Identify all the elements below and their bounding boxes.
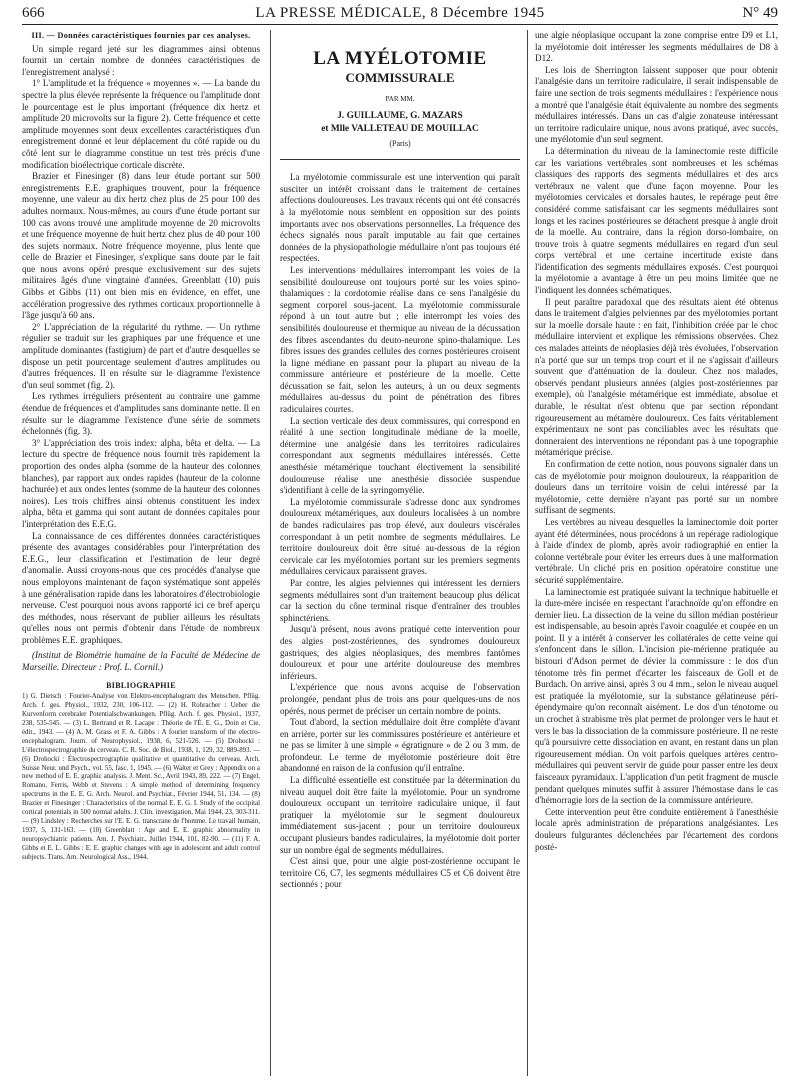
page-number: 666: [22, 5, 45, 21]
paragraph: Tout d'abord, la section médullaire doit être complète d'avant en arrière, porter sur les commissures postérieure et antérieure et ne pas se limiter à une simple « égratignure » de 2 ou 3 mm. de profondeur. Le terme de myélotomie postérieure doit être abandonné en raison de la confusion qu'il entraîne.: [280, 717, 520, 774]
paragraph: 2° L'appréciation de la régularité du rythme. — Un rythme régulier se traduit sur les graphiques par une fréquence et une amplitude dominantes (fastigium) de part et d'autre desquelles se dispose un petit pourcentage seulement d'autres amplitudes ou d'autres fréquences. Il en résulte sur le diagramme l'existence d'un seul sommet (fig. 2).: [22, 321, 260, 390]
paragraph: La myélotomie commissurale s'adresse donc aux syndromes douloureux métamériques, aux douleurs localisées à un nombre de bandes radiculaires pas trop élevé, aux douleurs viscérales correspondant à un petit nombre de segments médullaires. Le territoire douloureux doit être situé au-dessous de la région cervicale car les myélotomies portant sur les premiers segments médullaires cervicaux paraissent graves.: [280, 496, 520, 577]
paragraph: Brazier et Finesinger (8) dans leur étude portant sur 500 enregistrements E.E. graphiques trouvent, pour la fréquence moyenne, une valeur au dix hertz chez plus de 25 pour 100 des adultes normaux. Nous-mêmes, au cours d'une étude portant sur 100 cas avons trouvé une amplitude moyenne de 20 microvolts et une fréquence moyenne de huit hertz chez plus de 40 pour 100 des sujets normaux. Notre fréquence moyenne, plus lente que celle de Brazier et Finesinger, s'explique sans doute par le fait que nous avons opéré presque exclusivement sur des sujets militaires âgés d'une vingtaine d'années. Greenblatt (10) puis Gibbs et Gibbs (11) ont bien mis en évidence, en effet, une accélération progressive des rythmes corticaux proportionnelle à l'âge jusqu'à 60 ans.: [22, 171, 260, 321]
paragraph: Les vertèbres au niveau desquelles la laminectomie doit porter ayant été déterminées, nous procédons à un repérage radiologique à l'aide d'index de plomb, après avoir radiographié en entier la colonne vertébrale pour éviter les erreurs dues à une malformation vertébrale. Un cliché pris en position opératoire constitue une sécurité supplémentaire.: [535, 516, 778, 585]
paragraph: L'expérience que nous avons acquise de l'observation prolongée, pendant plus de trois ans pour quelques-uns de nos opérés, nous permet de préciser un certain nombre de points.: [280, 682, 520, 716]
paragraph: Un simple regard jeté sur les diagrammes ainsi obtenus fournit un certain nombre de données caractéristiques de l'enregistrement analysé :: [22, 43, 260, 77]
paragraph: 3° L'appréciation des trois index: alpha, bêta et delta. — La lecture du spectre de fréquence nous fournit très rapidement la proportion des ondes alpha (somme de la hauteur des colonnes blanches), par rapport aux ondes rapides (hauteur de la colonne hachurée) et aux ondes lentes (somme de la hauteur des colonnes noires). Les trois chiffres ainsi obtenus constituent les index alpha, bêta et gamma qui sont autant de données capitales pour l'interprétation des E.E.G.: [22, 437, 260, 529]
paragraph: Il peut paraître paradoxal que des résultats aient été obtenus dans le traitement d'algies pelviennes par des myélotomies portant sur la moelle dorsale haute : en fait, l'inhibition créée par le choc médullaire intervient et explique les rémissions observées. Chez ces malades atteints de néoplasies déjà très évoluées, l'observation n'a porté que sur un temps trop court et il ne s'agissait d'ailleurs souvent que d'atténuation de la douleur. Chez nos malades, observés pendant plusieurs années (algies post-zostériennes par exemple), où l'analgésie métamérique est immédiate, absolue et durable, le résultat n'est obtenu que par section répondant rigoureusement au métamère douloureux. Ces faits véritablement expérimentaux ne sont pas conciliables avec les résultats que donneraient des interventions ne répondant pas à une topographie métamérique précise.: [535, 296, 778, 458]
paragraph: La détermination du niveau de la laminectomie reste difficile car les variations vertébrales sont nombreuses et les schémas classiques des rapports des segments médullaires et des arcs vertébraux ne valent que d'une façon moyenne. Pour les myélotomies cervicales et dorsales hautes, le repérage peut être considéré comme satisfaisant car les segments médullaires sont longs et les racines postérieures se détachent presque à angle droit de la moelle. Au contraire, dans la région dorso-lombaire, on trouve trois à quatre segments médullaires en regard d'un seul corps vertébral et une certaine incertitude existe dans l'identification des segments médullaires exposés. C'est pourquoi la myélotomie a avantage à être un peu moins limitée que ne l'indiquent les données schématiques.: [535, 145, 778, 296]
paragraph: une algie néoplasique occupant la zone comprise entre D9 et L1, la myélotomie doit intéresser les segments médullaires de D8 à D12.: [535, 30, 778, 64]
paragraph: La connaissance de ces différentes données caractéristiques présente des avantages considérables pour l'interprétation des E.E.G., leur classification et l'estimation de leur degré d'anomalie. Aussi croyons-nous que ces procédés d'analyse que nous employons maintenant de façon systématique sont appelés à une généralisation rapide dans les laboratoires d'électrobiologie nerveuse. C'est pourquoi nous avons rapporté ici ce bref aperçu des méthodes, nous réservant de publier ailleurs les résultats qu'elles nous ont permis d'obtenir dans l'étude de nombreux problèmes E.E. graphiques.: [22, 530, 260, 645]
paragraph: La section verticale des deux commissures, qui correspond en réalité à une section longitudinale médiane de la moelle, détermine une analgésie dans les territoires radiculaires correspondant aux segments médullaires intéressés. Cette anesthésie métamérique touchant électivement la sensibilité douloureuse réalise une anesthésie dissociée suspendue s'identifiant à celle de la syringomyélie.: [280, 415, 520, 496]
paragraph: C'est ainsi que, pour une algie post-zostérienne occupant le territoire C6, C7, les segments médullaires C5 et C6 doivent être sectionnés ; pour: [280, 856, 520, 890]
journal-title: LA PRESSE MÉDICALE, 8 Décembre 1945: [255, 5, 545, 21]
column-2: [280, 30, 520, 891]
paragraph: 1° L'amplitude et la fréquence « moyennes ». — La bande du spectre la plus élevée représente la fréquence ou l'amplitude dont le pourcentage est le plus important (fréquence dix hertz et amplitude 20 microvolts sur la figure 2). Cette fréquence et cette amplitude moyennes sont deux excellentes caractéristiques d'un enregistrement donné et leur déplacement du côté rapide ou du côté lent sur le diagramme constitue un test très précis d'une modification bioélectrique corticale discrète.: [22, 78, 260, 170]
column-rule-right: [527, 30, 528, 1076]
paragraph: Jusqu'à présent, nous avons pratiqué cette intervention pour des algies post-zostériennes, des syndromes douloureux gastriques, des algies néoplasiques, des membres fantômes douloureux et pour une artérite douloureuse des membres inférieurs.: [280, 624, 520, 681]
paragraph: Par contre, les algies pelviennes qui intéressent les derniers segments médullaires sont d'un traitement beaucoup plus délicat car la section du cône terminal risque d'entraîner des troubles sphinctériens.: [280, 577, 520, 623]
article-subtitle: COMMISSURALE: [345, 70, 455, 85]
paragraph: Les rythmes irréguliers présentent au contraire une gamme étendue de fréquences et d'amplitudes sans dominante nette. Il en résulte sur le diagramme l'existence d'une série de sommets échelonnés (fig. 3).: [22, 391, 260, 437]
paragraph: La laminectomie est pratiquée suivant la technique habituelle et la dure-mère incisée en respectant l'arachnoïde qu'on effondre en dernier lieu. La dissection de la veine du sillon médian postérieur est indispensable, au besoin après l'avoir coagulée et coupée en un point. Il y a intérêt à conserver les collatérales de cette veine qui s'enfoncent dans le sillon. L'incision pie-mérienne pratiquée au bistouri d'Adson permet de dévier la commissure : le dos d'un ténotome très fin permet d'écarter les faisceaux de Goll et de Burdach. On arrive ainsi, après 3 ou 4 mm., selon le niveau auquel est pratiquée la myélotomie, sur la substance gélatineuse péri-épendymaire qu'on reconnaît aisément. Le dos d'un ténotome ou un crochet à strabisme très plat permet de prolonger vers le haut et vers le bas la dissociation de la commissure postérieure. Il ne reste qu'à poursuivre cette dissociation en avant, en restant dans un plan rigoureusement médian. On voit parfois quelques artères centro-médullaires qui peuvent servir de guide pour passer entre les deux faisceaux pyramidaux. L'application d'un petit fragment de muscle pendant quelques minutes suffit à assurer l'hémostase dans le cas d'hémorragie lors de la section de la commissure antérieure.: [535, 586, 778, 806]
by-line: PAR MM.: [385, 95, 415, 103]
authors-line-2: et Mlle VALLETEAU DE MOUILLAC: [321, 123, 479, 134]
paragraph: En confirmation de cette notion, nous pouvons signaler dans un cas de myélotomie pour moignon douloureux, la réapparition de douleurs dans un territoire voisin de celui intéressé par la myélotomie, cette dernière n'ayant pas porté sur un nombre suffisant de segments.: [535, 458, 778, 516]
paragraph: Les lois de Sherrington laissent supposer que pour obtenir l'analgésie dans un territoire radiculaire, il serait indispensable de faire une section de trois segments médullaires : l'expérience nous a montré que l'analgésie était équivalente au nombre des segments médullaires intéressés. Dans un cas d'algie zonateuse intéressant un territoire radiculaire unique, nous avons pratiqué, avec succès, une myélotomie d'un seul segment.: [535, 64, 778, 145]
page-header: [22, 4, 778, 25]
paragraph: Cette intervention peut être conduite entièrement à l'anesthésie locale après administration de préparations analgésiantes. Les douleurs fulgurantes déclenchées par l'écartement des cordons posté-: [535, 806, 778, 852]
bibliography-heading: BIBLIOGRAPHIE: [106, 680, 176, 690]
paragraph: La difficulté essentielle est constituée par la détermination du niveau auquel doit être faite la myélotomie. Pour un syndrome douloureux occupant un territoire radiculaire unique, il faut pratiquer la myélotomie sur le segment douloureux immédiatement sus-jacent ; pour un territoire douloureux occupant plusieurs bandes radiculaires, la myélotomie doit porter sur un nombre égal de segments médullaires.: [280, 775, 520, 855]
column-1: [22, 30, 260, 862]
institution-note: (Institut de Biométrie humaine de la Faculté de Médecine de Marseille. Directeur : Prof. L. Cornil.): [22, 650, 260, 673]
section-heading: III. — Données caractéristiques fournies par ces analyses.: [31, 31, 251, 40]
paragraph: La myélotomie commissurale est une intervention qui paraît susciter un intérêt croissant dans le traitement de certaines affections douloureuses. Les travaux récents qui ont été consacrés à la myélotomie nous semblent en opposition sur des points importants avec nos observations personnelles. La fréquence des échecs signalés nous paraît imputable au fait que certaines données de la physiopathologie médullaire n'ont pas toujours été respectées.: [280, 172, 520, 264]
article-title: LA MYÉLOTOMIE: [313, 48, 487, 69]
paragraph: Les interventions médullaires interrompant les voies de la sensibilité douloureuse ont toujours porté sur les voies spino-thalamiques : la cordotomie réalise dans ce sens l'analgésie du segment corporel sous-jacent. La myélotomie commissurale répond à un tout autre but ; elle interrompt les voies des sensibilités douloureuse et thermique au niveau de la décussation des fibres ascendantes du deuto-neurone spino-thalamique. Les fibres issues des grandes cellules des cornes postérieures croisent la ligne médiane en passant pour la plupart au niveau de la commissure antérieure et postérieure de la moelle. Cette décussation se fait, selon les auteurs, à un ou deux segments médullaires au-dessus du point de pénétration des fibres radiculaires courtes.: [280, 264, 520, 415]
title-divider: [280, 159, 520, 160]
bibliography: 1) G. Dietsch : Fourier-Analyse von Elektro-encephalogram des Menschen. Pflüg. Arch. f. ges. Physiol., 1932, 230, 106-112. — (2) H. Rohracher : Ueber die Kurvenform cerebraler Potentialschwankungen. Pflüg. Arch. f. ges. Physiol., 1937, 238, 535-545. — (3) L. Bertrand et R. Lacape : Théorie de l'É. E. G., Doin et Cie, édit., 1943. — (4) A. M. Grass et F. A. Gibbs : A fourier transform of the electro-encephalogram. Journ. of Neurophysiol., 1938, 6, 521-526. — (5) Drohocki : L'électrospectrographie du cerveau. C. R. Soc. de Biol., 1938, 1, 129, 32, 889-893. — (6) Drohocki : Électrospectrographie qualitative et quantitative du cerveau. Arch. Suisse Neur. und Psych., vol. 55, fasc. 1, 1945. — (6) Walter et Grey : Appendix on a new method of E. E. graphic analysis. J. Ment. Sc., Avril 1943, 89, 222. — (7) Engel, Romano, Ferris, Webb et Stevens : A simple method of determining frequency spectrums in the E. E. G. Arch. Neurol. and Psychiat., Février 1944, 51, 134. — (8) Brazier et Finesinger : Characteristics of the normal E. E. G. I. Study of the occipital cortical potentials in 500 normal adults. J. Clin. investigation, Mai 1944, 23, 303-311. — (9) Lindsley : Recherches sur l'E. E. G. transcrane de l'homme. Le travail humain, 1937, 5, 131-163. — (10) Greenblatt : Age and E. E. graphic abnormality in neuropsychiatric patients. Am. J. Psychiatr., Juillet 1944, 101, 82-90. — (11) F. A. Gibbs et E. L. Gibbs : E. E. graphic changes with age in adolescent and adult control subjects. Trans. Am. Neurological Ass., 1944.: [22, 693, 260, 861]
article-location: (Paris): [389, 138, 411, 148]
authors-line-1: J. GUILLAUME, G. MAZARS: [337, 110, 463, 121]
article-title-block: [280, 48, 520, 160]
column-rule-left: [270, 30, 271, 1076]
issue-number: N° 49: [742, 5, 778, 21]
column-3: [535, 30, 778, 853]
